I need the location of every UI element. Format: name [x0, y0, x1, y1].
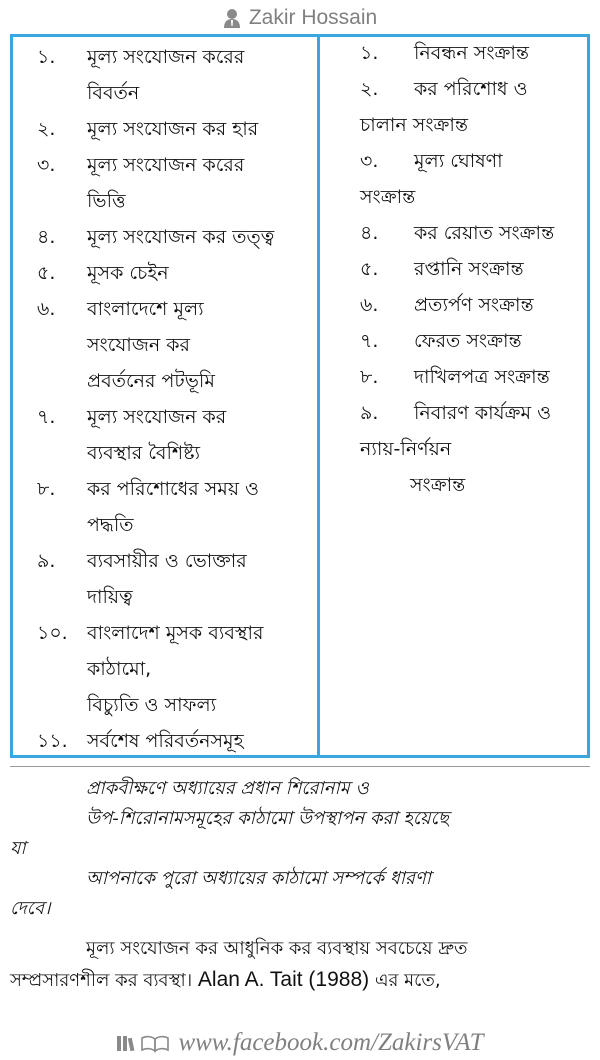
- entry-text: সর্বশেষ পরিবর্তনসমূহ: [87, 730, 244, 752]
- books-icon: [116, 1033, 170, 1053]
- entry-text: ব্যবস্থার বৈশিষ্ট্য: [87, 442, 201, 464]
- entry-number: ৯.: [360, 402, 379, 424]
- entry-number: ৭.: [37, 406, 56, 428]
- entry-number: ৮.: [37, 478, 56, 500]
- outline-entry: [13, 147, 317, 219]
- entry-text: বাংলাদেশে মূল্য: [87, 298, 204, 320]
- outline-entry: [13, 723, 317, 759]
- entry-text: সংযোজন কর: [87, 334, 190, 356]
- entry-text-continued: সংক্রান্ত: [360, 186, 416, 208]
- entry-text: মূল্য ঘোষণা: [414, 150, 503, 172]
- outline-entry: [320, 215, 587, 251]
- entry-number: ১.: [360, 42, 379, 64]
- entry-text: ব্যবসায়ীর ও ভোক্তার: [87, 550, 247, 572]
- paragraph-text: সম্প্রসারণশীল কর ব্যবস্থা।: [10, 970, 193, 991]
- entry-number: ১.: [37, 46, 56, 68]
- entry-text: বাংলাদেশ মূসক ব্যবস্থার: [87, 622, 264, 644]
- intro-line: যা: [10, 838, 26, 859]
- entry-number: ৩.: [360, 150, 379, 172]
- paragraph-line: [10, 966, 441, 997]
- outline-entry: [320, 71, 587, 107]
- entry-text: মূল্য সংযোজন কর তত্ত্ব: [87, 226, 275, 248]
- intro-line: আপনাকে পুরো অধ্যায়ের কাঠামো সম্পর্কে ধারণা: [86, 868, 432, 889]
- entry-text: ফেরত সংক্রান্ত: [414, 330, 522, 352]
- intro-line: প্রাকবীক্ষণে অধ্যায়ের প্রধান শিরোনাম ও: [86, 778, 369, 799]
- outline-entry: [320, 359, 587, 395]
- entry-number: ৩.: [37, 154, 56, 176]
- entry-text: রপ্তানি সংক্রান্ত: [414, 258, 524, 280]
- entry-text: কর রেয়াত সংক্রান্ত: [414, 222, 555, 244]
- entry-number: ৪.: [360, 222, 379, 244]
- entry-text: বিবর্তন: [87, 82, 140, 104]
- outline-entry: [320, 143, 587, 179]
- entry-text-continued: চালান সংক্রান্ত: [360, 114, 469, 136]
- intro-line: উপ-শিরোনামসমূহের কাঠামো উপস্থাপন করা হয়েছে: [86, 808, 449, 829]
- entry-text-continued: ন্যায়-নির্ণয়ন: [360, 438, 452, 460]
- outline-entry: [320, 395, 587, 431]
- entry-number: ৮.: [360, 366, 379, 388]
- chapter-outline-box: [10, 34, 590, 758]
- outline-entry: [320, 251, 587, 287]
- entry-text: মূল্য সংযোজন করের: [87, 154, 245, 176]
- entry-text: প্রত্যর্পণ সংক্রান্ত: [414, 294, 534, 316]
- outline-entry: [13, 219, 317, 255]
- entry-text: মূসক চেইন: [87, 262, 169, 284]
- paragraph-text: এর মতে,: [374, 970, 441, 991]
- entry-text-continued: সংক্রান্ত: [410, 474, 466, 496]
- outline-entry: [13, 399, 317, 471]
- author-header: [0, 4, 600, 32]
- entry-number: ১১.: [37, 730, 68, 752]
- outline-right-column: [320, 37, 587, 503]
- entry-text: দায়িত্ব: [87, 586, 133, 608]
- entry-text: দাখিলপত্র সংক্রান্ত: [414, 366, 550, 388]
- outline-entry: [13, 471, 317, 543]
- entry-number: ৭.: [360, 330, 379, 352]
- paragraph-line: মূল্য সংযোজন কর আধুনিক কর ব্যবস্থায় সবচেয়ে দ্রুত: [86, 938, 468, 959]
- entry-text: কাঠামো,: [87, 658, 152, 680]
- entry-number: ২.: [360, 78, 379, 100]
- outline-left-column: [13, 37, 317, 759]
- entry-text: কর পরিশোধের সময় ও: [87, 478, 260, 500]
- facebook-url[interactable]: www.facebook.com/ZakirsVAT: [178, 1029, 484, 1056]
- outline-entry: [320, 287, 587, 323]
- entry-number: ৯.: [37, 550, 56, 572]
- entry-number: ২.: [37, 118, 56, 140]
- person-icon: [223, 8, 241, 28]
- intro-line: দেবে।: [10, 898, 51, 919]
- entry-text: মূল্য সংযোজন কর হার: [87, 118, 259, 140]
- entry-number: ৬.: [360, 294, 379, 316]
- entry-text: পদ্ধতি: [87, 514, 134, 536]
- entry-text: নিবারণ কার্যক্রম ও: [414, 402, 552, 424]
- entry-text: নিবন্ধন সংক্রান্ত: [414, 42, 529, 64]
- author-name: Zakir Hossain: [248, 6, 378, 29]
- entry-number: ৬.: [37, 298, 56, 320]
- outline-entry: [13, 255, 317, 291]
- entry-number: ৫.: [360, 258, 379, 280]
- entry-number: ৪.: [37, 226, 56, 248]
- entry-number: ৫.: [37, 262, 56, 284]
- entry-text: বিচ্যুতি ও সাফল্য: [87, 694, 217, 716]
- section-rule: [10, 766, 590, 767]
- entry-text: মূল্য সংযোজন কর: [87, 406, 227, 428]
- page-footer: [0, 1026, 600, 1060]
- citation-text: Alan A. Tait (1988): [197, 968, 370, 991]
- entry-text: ভিত্তি: [87, 190, 126, 212]
- outline-entry: [320, 323, 587, 359]
- outline-entry: [13, 111, 317, 147]
- outline-entry: [13, 615, 317, 723]
- entry-text: প্রবর্তনের পটভূমি: [87, 370, 215, 392]
- entry-text: মূল্য সংযোজন করের: [87, 46, 245, 68]
- entry-number: ১০.: [37, 622, 68, 644]
- entry-text: কর পরিশোধ ও: [414, 78, 528, 100]
- outline-entry: [13, 291, 317, 399]
- outline-entry: [13, 543, 317, 615]
- outline-entry: [13, 39, 317, 111]
- outline-entry: [320, 35, 587, 71]
